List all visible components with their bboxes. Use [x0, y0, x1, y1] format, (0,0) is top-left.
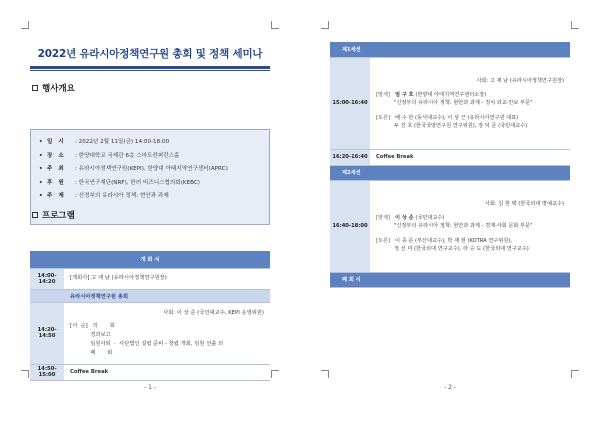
title-divider — [30, 66, 270, 69]
agenda-line: 임원사퇴 · 사단법인 설립 준비 - 창립 개회, 임원 선출 외 — [70, 340, 224, 347]
overview-row: • 후 원 : 한국연구재단(NRF), 한러 비즈니스협의회(KEBC) — [39, 177, 263, 191]
overview-value: 한양대학교 국제관 6층 스마트컨퍼런스홀 — [78, 152, 180, 159]
table-row — [30, 251, 270, 268]
table-row — [30, 364, 270, 380]
moderator-text: 사회: 고 재 남 (유라시아정책연구원장) — [476, 78, 564, 85]
corner-mark — [321, 370, 329, 378]
overview-value: 2022년 2월 11일(금) 14:00-18:00 — [78, 139, 170, 145]
corner-mark — [321, 21, 329, 29]
time-cell: 15:00-16:40 — [330, 57, 370, 149]
presenter-line: [발제] 엄 구 호 (한양대 아태지역연구센터소장) — [376, 91, 487, 98]
session-table — [330, 42, 570, 288]
break-label: Coffee Break — [64, 364, 270, 380]
overview-row: • 일 시 : 2022년 2월 11일(금) 14:00-18:00 — [39, 136, 263, 150]
opening-header: 개 회 식 — [30, 251, 270, 268]
table-row — [330, 165, 570, 180]
closing-header: 폐 회 식 — [330, 272, 570, 287]
page-number: - 2 - — [444, 384, 456, 391]
checkbox-square-icon — [32, 85, 38, 91]
overview-value: 유라시아정책연구원(KEPI), 한양대 아태지역연구센터(APRC) — [78, 166, 228, 172]
title-divider — [30, 70, 270, 71]
discussant-line: 정 선 미 (한국외대 연구교수), 라 승 도 (한국외대 연구교수) — [394, 246, 529, 253]
program-heading: 프로그램 — [32, 209, 75, 221]
corner-mark — [21, 370, 29, 378]
table-row — [330, 272, 570, 287]
corner-mark — [571, 370, 579, 378]
table-row — [30, 289, 270, 302]
corner-mark — [571, 21, 579, 29]
program-table — [30, 251, 270, 381]
content-cell: [개회사] 고 재 남 (유라시아정책연구원장) — [64, 268, 270, 289]
time-cell: 14:20-14:50 — [30, 302, 64, 364]
moderator-text: 사회: 이 상 준 (국민대교수, KEPI 운영위원) — [163, 309, 264, 316]
table-row — [330, 42, 570, 57]
bullet-icon: • — [39, 193, 43, 199]
bullet-icon: • — [39, 166, 43, 172]
session1-header: 제1세션 — [330, 42, 570, 57]
overview-heading: 행사개요 — [32, 82, 75, 94]
overview-label: 주 제 — [47, 193, 66, 199]
overview-label: 일 시 — [47, 139, 66, 145]
table-row — [30, 268, 270, 289]
overview-row: • 주 최 : 유라시아정책연구원(KEPI), 한양대 아태지역연구센터(APRC) — [39, 163, 263, 177]
overview-label: 주 최 — [47, 166, 66, 172]
corner-mark — [271, 21, 279, 29]
overview-row: • 장 소 : 한양대학교 국제관 6층 스마트컨퍼런스홀 — [39, 150, 263, 164]
assembly-header: 유라시아정책연구원 총회 — [30, 289, 270, 302]
discussant-line: [토론] 이 종 문 (부산대교수), 박 재 현 (KOTRA 연구위원), — [376, 237, 513, 244]
time-cell: 16:20-16:40 — [330, 149, 370, 165]
document-page-2 — [322, 22, 578, 377]
presenter-line: [발제] 이 상 준 (국민대교수) — [376, 214, 445, 221]
discussant-line: [토론] 배 수 한 (동서대교수), 이 상 근 (유라시아연구원 대표) — [376, 114, 519, 121]
table-row — [330, 57, 570, 149]
agenda-line: 경과보고 — [70, 331, 111, 338]
document-page-1 — [22, 22, 278, 377]
break-label: Coffee Break — [370, 149, 570, 165]
session2-header: 제2세션 — [330, 165, 570, 180]
time-cell: 16:40-18:00 — [330, 180, 370, 272]
table-row — [30, 302, 270, 364]
overview-value: 한국연구재단(NRF), 한러 비즈니스협의회(KEBC) — [78, 179, 200, 186]
moderator-text: 사회: 김 현 택 (한국외대 명예교수) — [484, 201, 564, 208]
table-row — [330, 149, 570, 165]
table-row — [330, 180, 570, 272]
content-cell — [64, 302, 270, 364]
corner-mark — [21, 21, 29, 29]
presentation-title: "신정부의 유라시아 정책: 현안과 과제 - 정치·외교·안보 부문" — [394, 100, 533, 107]
checkbox-square-icon — [32, 212, 38, 218]
bullet-icon: • — [39, 152, 43, 159]
presentation-title: "신정부의 유라시아 정책: 현안과 과제 - 경제·사회 문화 부문" — [394, 223, 533, 230]
bullet-icon: • — [39, 179, 43, 186]
agenda-line: 폐 회 — [70, 349, 113, 356]
session2-content — [370, 180, 570, 272]
overview-row: • 주 제 : 신정부의 유라시아 정책: 현안과 과제 — [39, 190, 263, 204]
bullet-icon: • — [39, 139, 43, 145]
time-cell: 14:00-14:20 — [30, 268, 64, 289]
page-number: - 1 - — [144, 384, 156, 391]
overview-label: 장 소 — [47, 152, 66, 159]
corner-mark — [271, 370, 279, 378]
session1-content — [370, 57, 570, 149]
time-cell: 14:50-15:00 — [30, 364, 64, 380]
agenda-line: [서 순] 의 회 — [70, 322, 115, 329]
page-title: 2022년 유라시아정책연구원 총회 및 정책 세미나 — [37, 48, 263, 60]
discussant-line: 두 진 호 (한국국방연구원 연구위원), 장 덕 준 (국민대교수) — [394, 123, 528, 130]
overview-value: 신정부의 유라시아 정책: 현안과 과제 — [78, 193, 169, 199]
overview-label: 후 원 — [47, 179, 66, 186]
